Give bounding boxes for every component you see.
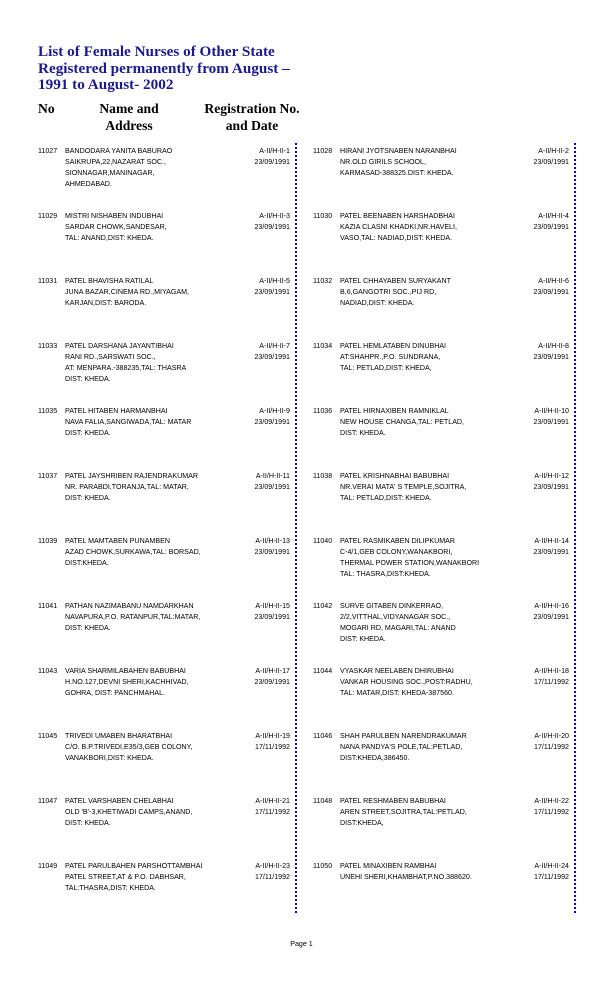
registration-number: A-II/H-II-15: [255, 602, 290, 610]
entry-address: RANI RD.,SARSWATI SOC., AT: MENPARA.-388235,TAL: THASRA DIST: KHEDA.: [65, 352, 187, 383]
entry-name: PATEL KRISHNABHAI BABUBHAI: [340, 472, 450, 480]
registration-number: A-II/H-II-12: [534, 472, 569, 480]
registration-number: A-II/H-II-13: [255, 537, 290, 545]
entry-number: 11038: [313, 472, 333, 480]
entry-name: PATEL BEENABEN HARSHADBHAI: [340, 212, 455, 220]
entry-name: PATEL MAMTABEN PUNAMBEN: [65, 537, 170, 545]
entry-address: AZAD CHOWK,SURKAWA,TAL: BORSAD, DIST:KHEDA.: [65, 547, 201, 567]
registration-date: 23/09/1991: [254, 352, 290, 361]
registration-number: A-II/H-II-6: [538, 277, 569, 285]
list-item: [38, 861, 290, 925]
entry-number: 11032: [313, 277, 333, 285]
entry-number: 11035: [38, 407, 58, 415]
entry-name: PATEL MINAXIBEN RAMBHAI: [340, 862, 437, 870]
column-header-no: No: [38, 101, 55, 116]
entry-number: 11034: [313, 342, 333, 350]
registration-date: 23/09/1991: [533, 547, 569, 556]
entry-name: TRIVEDI UMABEN BHARATBHAI: [65, 732, 173, 740]
registration-number: A-II/H-II-11: [255, 472, 290, 480]
entry-number: 11037: [38, 472, 58, 480]
registration-date: 17/11/1992: [534, 742, 569, 751]
list-item: [313, 276, 569, 340]
entry-address: AT:SHAHPR.,P.O. SUNDRANA, TAL: PETLAD,DIST: KHEDA,: [340, 352, 441, 372]
registration-date: 17/11/1992: [255, 872, 290, 881]
registration-number: A-II/H-II-8: [538, 342, 569, 350]
registration-date: 23/09/1991: [254, 677, 290, 686]
entry-name: VYASKAR NEELABEN DHIRUBHAI: [340, 667, 454, 675]
entry-address: NR.VERAI MATA' S TEMPLE,SOJITRA, TAL: PETLAD,DIST: KHEDA.: [340, 482, 467, 502]
entry-address: H.NO.127,DEVNI SHERI,KACHHIVAD, GOHRA, DIST: PANCHMAHAL.: [65, 677, 189, 697]
entry-name: PATEL HIRNAXIBEN RAMNIKLAL: [340, 407, 449, 415]
entry-address: VANKAR HOUSING SOC.,POST:RADHU, TAL: MATAR,DIST: KHEDA-387560.: [340, 677, 473, 697]
entry-number: 11044: [313, 667, 333, 675]
entry-address: C-4/1,GEB COLONY,WANAKBORI, THERMAL POWER STATION,WANAKBORI TAL: THASRA,DIST:KHEDA.: [340, 547, 480, 578]
registration-number: A-II/H-II-17: [255, 667, 290, 675]
registration-number: A-II/H-II-2: [538, 147, 569, 155]
entry-name: PATEL RASMIKABEN DILIPKUMAR: [340, 537, 455, 545]
entry-name: PATEL RESHMABEN BABUBHAI: [340, 797, 446, 805]
registration-number: A-II/H-II-14: [534, 537, 569, 545]
entry-address: KAZIA CLASNI KHADKI,NR.HAVELI, VASO,TAL: NADIAD,DIST: KHEDA.: [340, 222, 457, 242]
entry-number: 11031: [38, 277, 58, 285]
entry-address: NAVA FALIA,SANGIWADA,TAL: MATAR DIST: KHEDA.: [65, 417, 192, 437]
list-item: [313, 471, 569, 535]
entry-name: VARIA SHARMILABAHEN BABUBHAI: [65, 667, 186, 675]
entry-name: SHAH PARULBEN NARENDRAKUMAR: [340, 732, 467, 740]
list-item: [313, 796, 569, 860]
entry-number: 11027: [38, 147, 58, 155]
registration-date: 23/09/1991: [533, 352, 569, 361]
entry-address: 2/2,VITTHAL,VIDYANAGAR SOC., MOGARI RD, MAGARI,TAL: ANAND DIST: KHEDA.: [340, 612, 456, 643]
entry-name: BANDODARA YANITA BABURAO: [65, 147, 173, 155]
entry-name: MISTRI NISHABEN INDUBHAI: [65, 212, 164, 220]
list-item: [313, 666, 569, 730]
entry-number: 11043: [38, 667, 58, 675]
entry-address: NEW HOUSE CHANGA,TAL: PETLAD, DIST: KHEDA.: [340, 417, 465, 437]
registration-date: 23/09/1991: [254, 547, 290, 556]
entry-address: OLD 'B'-3,KHETIWADI CAMPS,ANAND, DIST: KHEDA.: [65, 807, 193, 827]
entry-name: PATHAN NAZIMABANU NAMDARKHAN: [65, 602, 194, 610]
registration-date: 17/11/1992: [534, 677, 569, 686]
entry-address: C/O. B.P.TRIVEDI,E35/3,GEB COLONY, VANAKBORI,DIST: KHEDA.: [65, 742, 193, 762]
entry-name: PATEL VARSHABEN CHELABHAI: [65, 797, 174, 805]
registration-date: 23/09/1991: [533, 157, 569, 166]
entry-name: PATEL HITABEN HARMANBHAI: [65, 407, 168, 415]
registration-number: A-II/H-II-1: [259, 147, 290, 155]
list-item: [38, 536, 290, 600]
registration-date: 23/09/1991: [254, 287, 290, 296]
list-item: [38, 601, 290, 665]
entry-address: SAIKRUPA,22,NAZARAT SOC., SIONNAGAR,MANINAGAR, AHMEDABAD.: [65, 157, 166, 188]
page-number: Page 1: [290, 940, 313, 948]
entry-name: SURVE GITABEN DINKERRAO,: [340, 602, 444, 610]
registration-date: 17/11/1992: [534, 872, 569, 881]
list-item: [38, 276, 290, 340]
registration-date: 17/11/1992: [534, 807, 569, 816]
entry-number: 11036: [313, 407, 333, 415]
registration-number: A-II/H-II-3: [259, 212, 290, 220]
list-item: [313, 406, 569, 470]
entry-number: 11048: [313, 797, 333, 805]
registration-number: A-II/H-II-5: [259, 277, 290, 285]
entry-number: 11040: [313, 537, 333, 545]
registration-date: 23/09/1991: [254, 482, 290, 491]
list-item: [38, 731, 290, 795]
list-item: [38, 341, 290, 405]
entry-name: HIRANI JYOTSNABEN NARANBHAI: [340, 147, 457, 155]
registration-number: A-II/H-II-10: [534, 407, 569, 415]
entry-name: PATEL HEMLATABEN DINUBHAI: [340, 342, 447, 350]
registration-date: 23/09/1991: [254, 157, 290, 166]
entry-name: PATEL CHHAYABEN SURYAKANT: [340, 277, 451, 285]
registration-number: A-II/H-II-16: [534, 602, 569, 610]
column-header-name: Name and Address: [99, 101, 159, 133]
registration-date: 23/09/1991: [533, 482, 569, 491]
registration-date: 23/09/1991: [533, 612, 569, 621]
entry-name: PATEL DARSHANA JAYANTIBHAI: [65, 342, 174, 350]
entry-address: NR. PARABDI,TORANJA,TAL: MATAR, DIST: KHEDA.: [65, 482, 189, 502]
entry-address: PATEL STREET,AT & P.O. DABHSAR, TAL:THASRA,DIST: KHEDA.: [65, 872, 186, 892]
entry-address: UNEHI SHERI,KHAMBHAT,P.NO.388620.: [340, 872, 472, 881]
entry-number: 11033: [38, 342, 58, 350]
column-separator: [295, 143, 297, 913]
registration-number: A-II/H-II-18: [534, 667, 569, 675]
list-item: [38, 211, 290, 275]
column-separator: [574, 143, 576, 913]
registration-date: 23/09/1991: [254, 222, 290, 231]
entry-number: 11042: [313, 602, 333, 610]
registration-number: A-II/H-II-22: [534, 797, 569, 805]
registration-date: 23/09/1991: [533, 417, 569, 426]
registration-date: 23/09/1991: [533, 222, 569, 231]
list-item: [38, 471, 290, 535]
entry-number: 11047: [38, 797, 58, 805]
registration-date: 17/11/1992: [255, 742, 290, 751]
entry-address: NANA PANDYA'S POLE,TAL:PETLAD, DIST:KHEDA,386450.: [340, 742, 463, 762]
list-item: [313, 211, 569, 275]
document-title: List of Female Nurses of Other State Registered permanently from August –1991 to August- 2002: [38, 43, 290, 93]
entry-address: B,6,GANGOTRI SOC.,PIJ RD, NADIAD,DIST: KHEDA.: [340, 287, 437, 307]
entry-number: 11045: [38, 732, 58, 740]
list-item: [313, 731, 569, 795]
registration-number: A-II/H-II-7: [259, 342, 290, 350]
entry-number: 11050: [313, 862, 333, 870]
list-item: [313, 146, 569, 210]
registration-number: A-II/H-II-9: [259, 407, 290, 415]
entry-address: SARDAR CHOWK,SANDESAR, TAL: ANAND,DIST: KHEDA.: [65, 222, 167, 242]
registration-number: A-II/H-II-21: [255, 797, 290, 805]
entry-name: PATEL BHAVISHA RATILAL: [65, 277, 154, 285]
registration-date: 17/11/1992: [255, 807, 290, 816]
registration-number: A-II/H-II-20: [534, 732, 569, 740]
list-item: [313, 601, 569, 665]
column-header-registration: Registration No. and Date: [204, 101, 300, 133]
registration-date: 23/09/1991: [254, 417, 290, 426]
list-item: [38, 666, 290, 730]
list-item: [313, 861, 569, 925]
entry-number: 11030: [313, 212, 333, 220]
entry-address: NR.OLD GIRILS SCHOOL, KARMASAD-388325.DIST: KHEDA.: [340, 157, 454, 177]
entry-number: 11028: [313, 147, 333, 155]
registration-number: A-II/H-II-19: [255, 732, 290, 740]
entry-address: JUNA BAZAR,CINEMA RD.,MIYAGAM, KARJAN,DIST: BARODA.: [65, 287, 190, 307]
entry-address: NAVAPURA,P.O. RATANPUR,TAL:MATAR, DIST: KHEDA.: [65, 612, 201, 632]
entry-name: PATEL PARULBAHEN PARSHOTTAMBHAI: [65, 862, 203, 870]
entry-name: PATEL JAYSHRIBEN RAJENDRAKUMAR: [65, 472, 198, 480]
list-item: [38, 146, 290, 210]
list-item: [313, 341, 569, 405]
entry-number: 11046: [313, 732, 333, 740]
registration-date: 23/09/1991: [254, 612, 290, 621]
list-item: [38, 406, 290, 470]
entry-number: 11039: [38, 537, 58, 545]
registration-number: A-II/H-II-24: [534, 862, 569, 870]
list-item: [313, 536, 569, 600]
entry-number: 11049: [38, 862, 58, 870]
entry-number: 11029: [38, 212, 58, 220]
registration-number: A-II/H-II-23: [255, 862, 290, 870]
entry-number: 11041: [38, 602, 58, 610]
entry-address: AREN STREET,SOJITRA,TAL:PETLAD, DIST:KHEDA,: [340, 807, 467, 827]
registration-date: 23/09/1991: [533, 287, 569, 296]
list-item: [38, 796, 290, 860]
registration-number: A-II/H-II-4: [538, 212, 569, 220]
